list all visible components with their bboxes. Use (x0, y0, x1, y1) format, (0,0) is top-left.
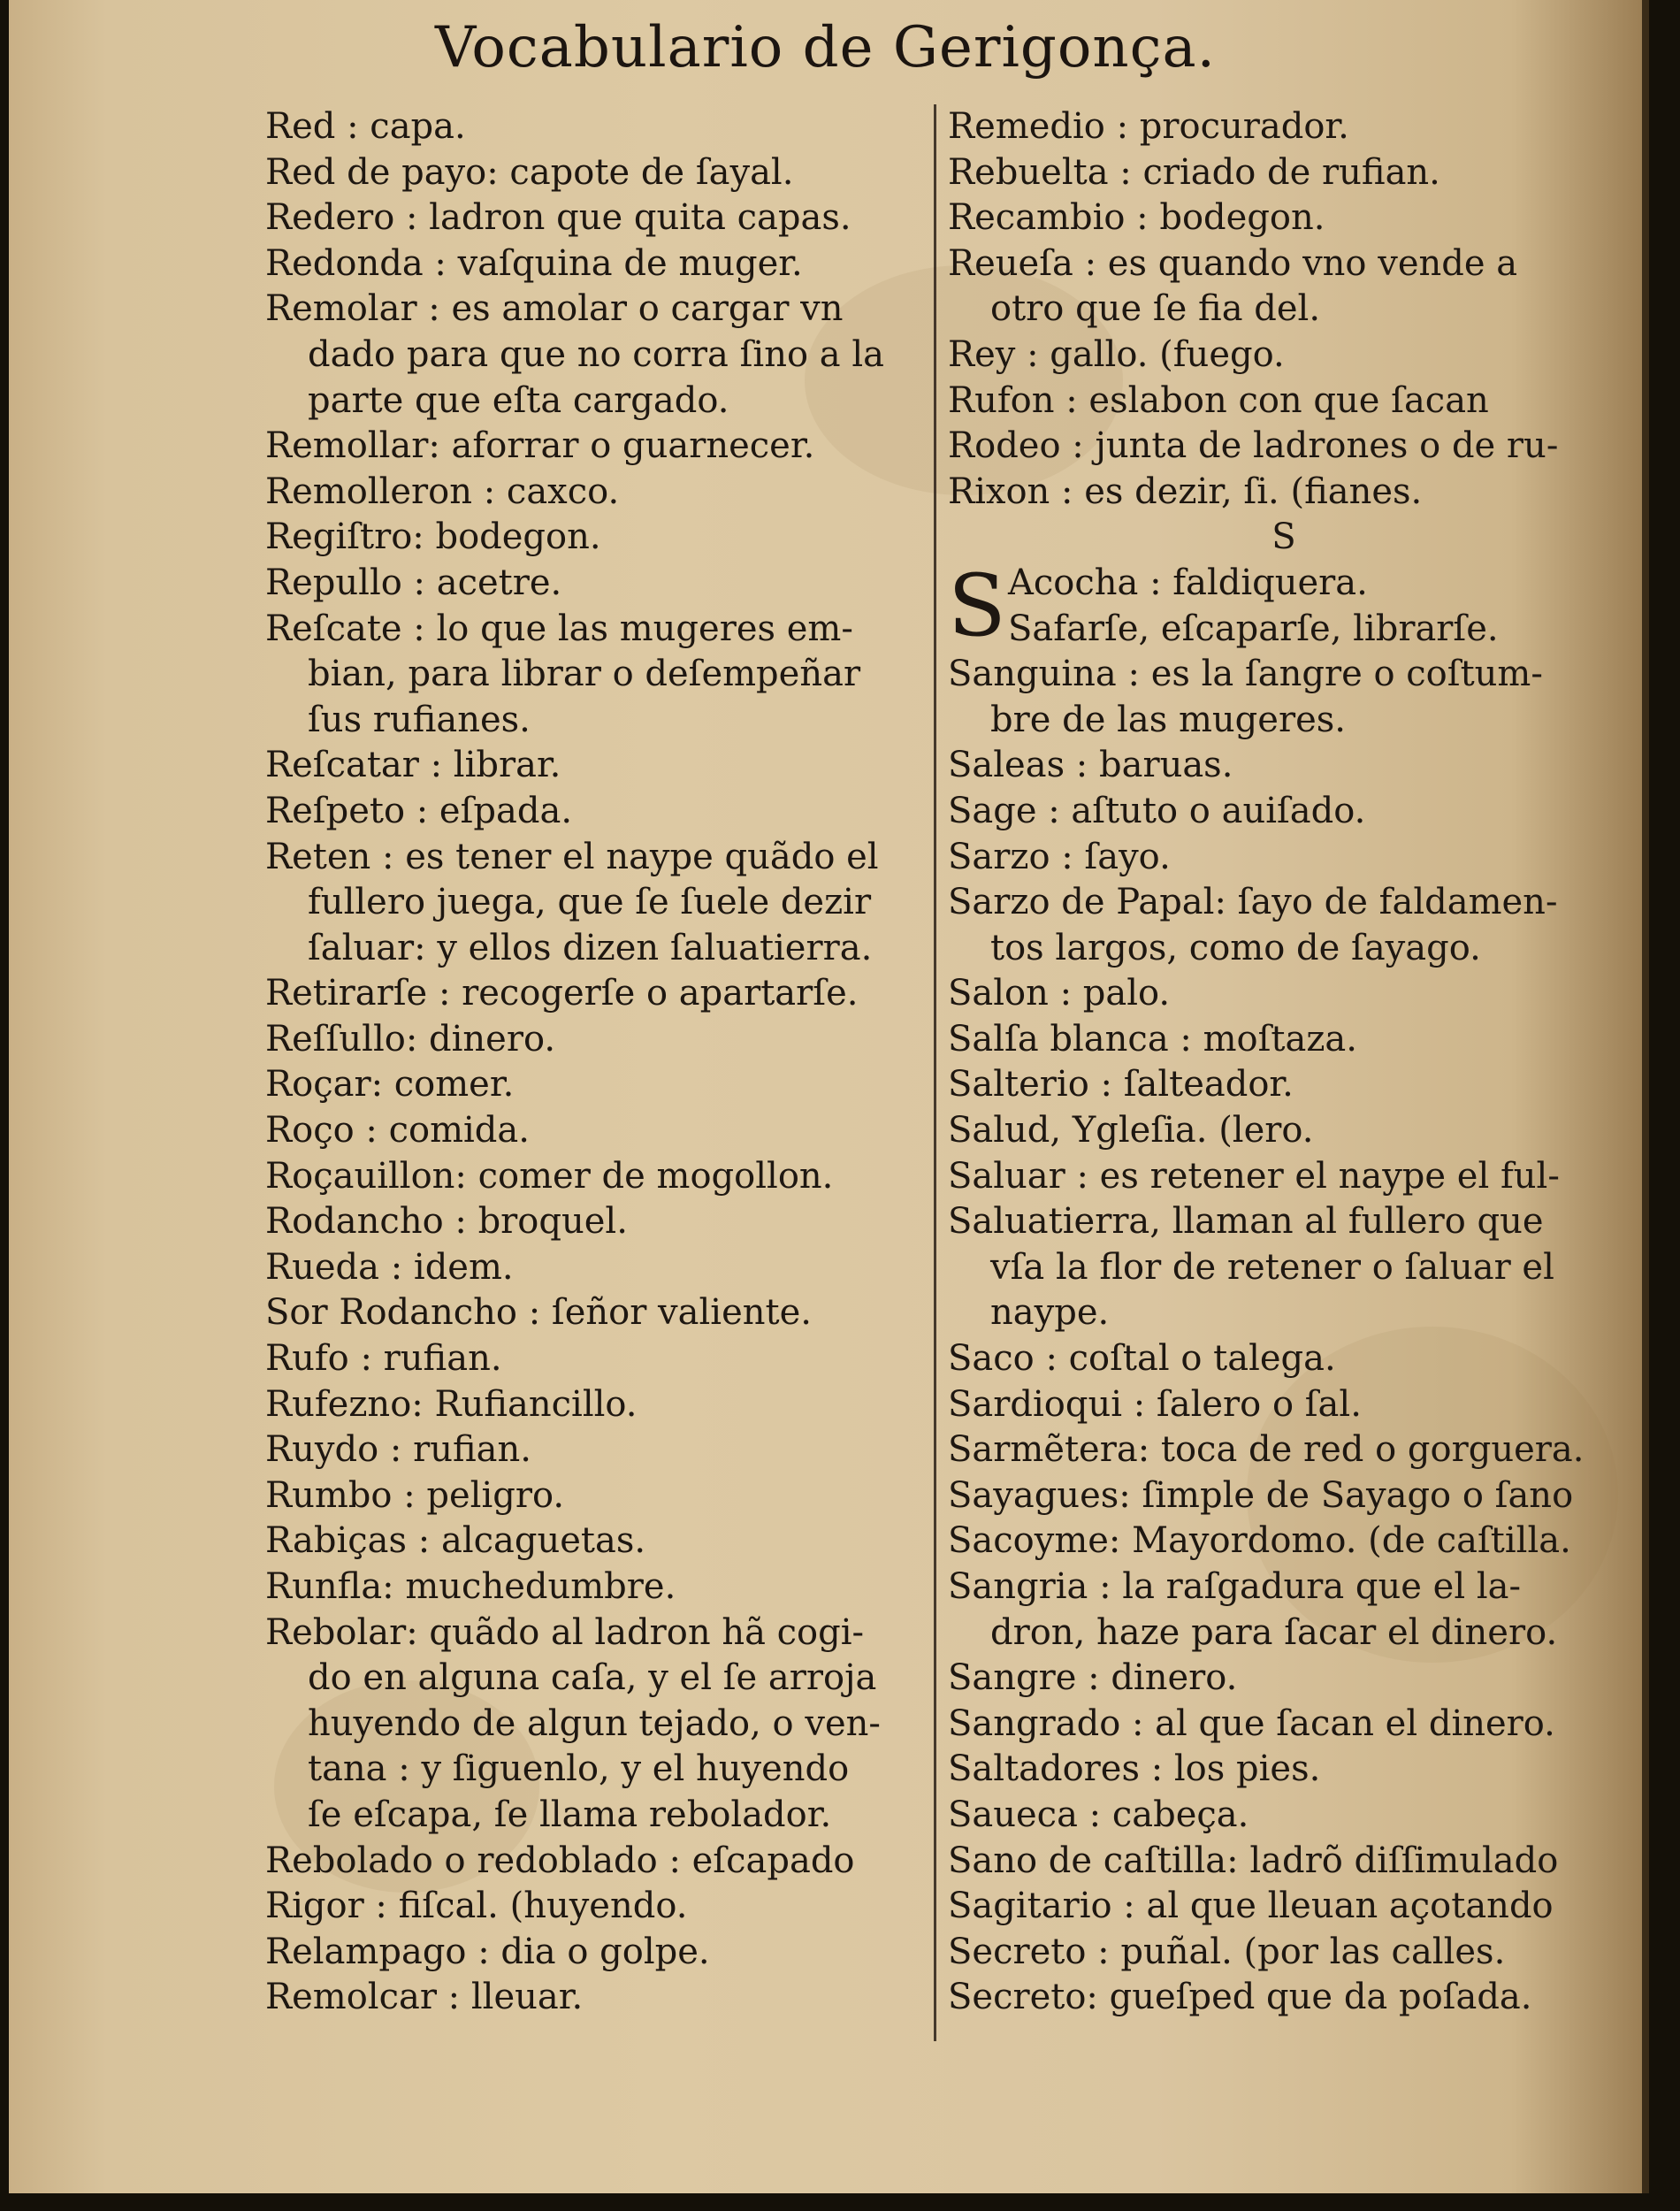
entry-line: Rixon : es dezir, ſi. (fianes. (948, 471, 1423, 512)
entry-line: Remolleron : caxco. (265, 471, 620, 512)
drop-cap: S (948, 555, 1006, 655)
entry-line: Sangre : dinero. (948, 1657, 1238, 1699)
entry-line: Reſpeto : eſpada. (265, 790, 573, 831)
entry-line: Sage : aſtuto o auiſado. (948, 790, 1366, 831)
entry-line: Remolcar : lleuar. (265, 1977, 584, 2018)
entry-line: Red : capa. (265, 106, 466, 147)
entry-continuation: naype. (990, 1292, 1110, 1334)
entry-line: Reueſa : es quando vno vende a (948, 242, 1518, 284)
entry-continuation: bre de las mugeres. (990, 699, 1346, 740)
entry-line: Rodeo : junta de ladrones o de ru- (948, 425, 1559, 467)
entry-line: Sor Rodancho : ſeñor valiente. (265, 1292, 812, 1334)
entry-line: Salud, Ygleſia. (lero. (948, 1110, 1314, 1151)
entry-continuation: do en alguna caſa, y el ſe arroja (308, 1657, 877, 1699)
entry-line: Reſcatar : librar. (265, 745, 561, 786)
entry-continuation: ſaluar: y ellos dizen ſaluatierra. (308, 927, 873, 968)
entry-line: Rufo : rufian. (265, 1338, 502, 1380)
entry-continuation: bian, para librar o deſempeñar (308, 654, 861, 695)
entry-continuation: dado para que no corra ſino a la (308, 333, 884, 375)
entry-line: Saco : coſtal o talega. (948, 1338, 1336, 1380)
entry-line: Rebolar: quãdo al ladron hã cogi- (265, 1611, 865, 1653)
entry-line: Redero : ladron que quita capas. (265, 197, 851, 239)
entry-line: Relampago : dia o golpe. (265, 1931, 710, 1972)
entry-line: Rufezno: Rufiancillo. (265, 1383, 638, 1425)
entry-line: Remolar : es amolar o cargar vn (265, 288, 844, 330)
entry-line: Redonda : vaſquina de muger. (265, 242, 803, 284)
entry-line: Sarmẽtera: toca de red o gorguera. (948, 1429, 1585, 1471)
right-column (948, 104, 1620, 2021)
entry-continuation: vſa la flor de retener o ſaluar el (990, 1246, 1554, 1288)
entry-continuation: otro que ſe fia del. (990, 288, 1321, 330)
entry-line: Repullo : acetre. (265, 562, 562, 603)
entry-line: Roçar: comer. (265, 1064, 515, 1106)
entry-line: Sagitario : al que lleuan açotando (948, 1886, 1554, 1927)
entry-line: Rufon : eslabon con que ſacan (948, 379, 1489, 421)
page-title: Vocabulario de Gerigonça. (435, 15, 1216, 80)
entry-continuation: ſe eſcapa, ſe llama rebolador. (308, 1794, 832, 1835)
entry-line: Retirarſe : recogerſe o apartarſe. (265, 973, 859, 1014)
entry-line: Roçauillon: comer de mogollon. (265, 1155, 834, 1197)
entry-line: Sarzo : ſayo. (948, 836, 1171, 877)
entry-line: Sarzo de Papal: ſayo de faldamen- (948, 882, 1558, 923)
entry-line: Saluatierra, llaman al fullero que (948, 1201, 1544, 1243)
entry-line: Saltadores : los pies. (948, 1748, 1321, 1790)
left-column (265, 104, 946, 2021)
entry-line: Reten : es tener el naype quãdo el (265, 836, 879, 877)
entry-line: Sanguina : es la ſangre o coſtum- (948, 654, 1543, 695)
entry-line: Runfla: muchedumbre. (265, 1566, 676, 1607)
entry-text: Acocha : faldiquera. (1008, 562, 1368, 603)
entry-line: Roço : comida. (265, 1110, 530, 1151)
entry-line: Reſcate : lo que las mugeres em- (265, 608, 853, 649)
entry-line: Rigor : fiſcal. (huyendo. (265, 1886, 688, 1927)
entry-line: Rey : gallo. (fuego. (948, 333, 1285, 375)
entry-line: Secreto : puñal. (por las calles. (948, 1931, 1506, 1972)
entry-line: Rabiças : alcaguetas. (265, 1520, 646, 1562)
entry-continuation: tana : y ſiguenlo, y el huyendo (308, 1748, 850, 1790)
entry-continuation: huyendo de algun tejado, o ven- (308, 1702, 881, 1744)
entry-line: Sangrado : al que ſacan el dinero. (948, 1702, 1555, 1744)
entry-continuation: tos largos, como de ſayago. (990, 927, 1481, 968)
entry-line: Salſa blanca : moſtaza. (948, 1018, 1357, 1060)
entry-continuation: parte que eſta cargado. (308, 379, 729, 421)
entry-line: Regiſtro: bodegon. (265, 516, 601, 558)
entry-line: Salterio : ſalteador. (948, 1064, 1294, 1106)
entry-line: Remedio : procurador. (948, 106, 1349, 147)
book-page (9, 0, 1649, 2193)
entry-line: Remollar: aforrar o guarnecer. (265, 425, 815, 467)
entry-line: Ruydo : rufian. (265, 1429, 531, 1471)
entry-line: Rebuelta : criado de rufian. (948, 151, 1440, 193)
entry-line: Rumbo : peligro. (265, 1474, 565, 1516)
entry-line: Reſſullo: dinero. (265, 1018, 556, 1060)
entry-line: Rodancho : broquel. (265, 1201, 628, 1243)
entry-continuation: fullero juega, que ſe ſuele dezir (308, 882, 872, 923)
entry-line: Sayagues: ſimple de Sayago o ſano (948, 1474, 1574, 1516)
entry-continuation: dron, haze para ſacar el dinero. (990, 1611, 1558, 1653)
section-letter: S (1271, 516, 1296, 558)
entry-line: Salon : palo. (948, 973, 1171, 1014)
column-divider (934, 104, 936, 2041)
entry-line: Sacoyme: Mayordomo. (de caſtilla. (948, 1520, 1571, 1562)
entry-line: Sano de caſtilla: ladrõ diſſimulado (948, 1840, 1559, 1881)
entry-line: Sardioqui : ſalero o ſal. (948, 1383, 1362, 1425)
entry-line: Red de payo: capote de ſayal. (265, 151, 794, 193)
entry-continuation: ſus rufianes. (308, 699, 531, 740)
entry-line: Secreto: gueſped que da poſada. (948, 1977, 1532, 2018)
entry-line: Saleas : baruas. (948, 745, 1233, 786)
entry-line: Saluar : es retener el naype el ful- (948, 1155, 1560, 1197)
entry-line: Rebolado o redoblado : eſcapado (265, 1840, 855, 1881)
entry-line: Saueca : cabeça. (948, 1794, 1249, 1835)
entry-line: Recambio : bodegon. (948, 197, 1325, 239)
entry-line: Rueda : idem. (265, 1246, 514, 1288)
entry-line: Sangria : la raſgadura que el la- (948, 1566, 1522, 1607)
entry-line: Safarſe, eſcaparſe, librarſe. (1008, 608, 1499, 649)
